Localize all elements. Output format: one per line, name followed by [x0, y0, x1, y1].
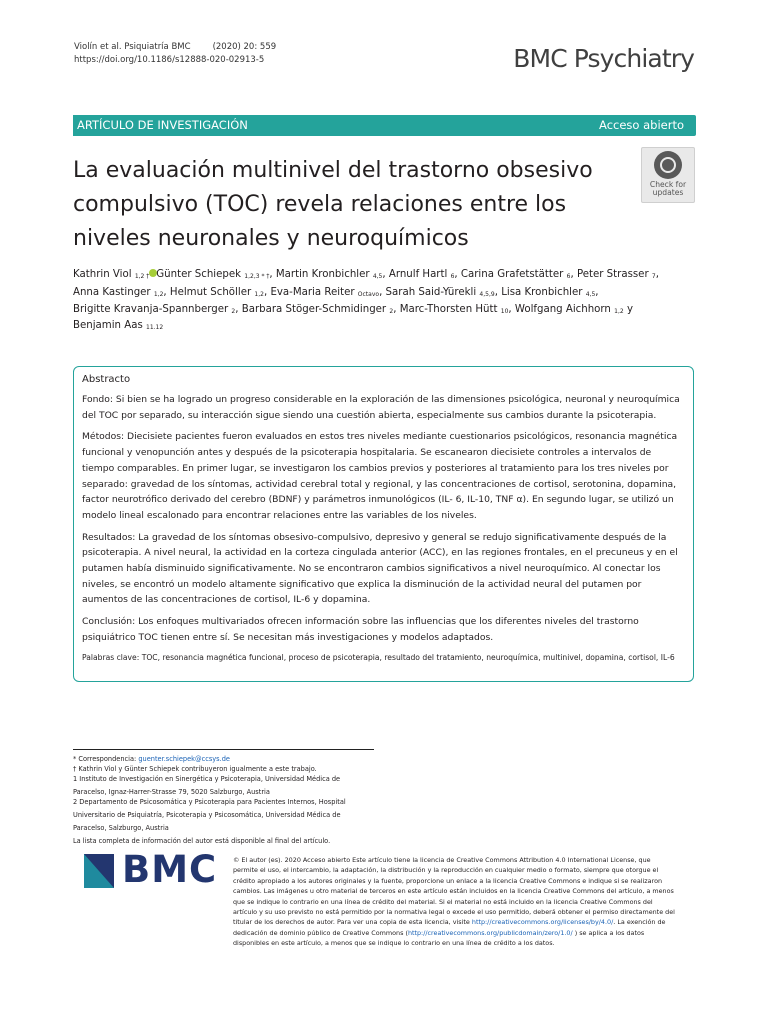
- affiliation-note: Universitario de Psiquiatría, Psicoterapia y Psicosomática, Universidad Médica de: [73, 811, 341, 819]
- author-affiliation: 10: [500, 308, 509, 315]
- affiliation-note: Paracelso, Ignaz-Harrer-Strasse 79, 5020 Salzburgo, Austria: [73, 788, 270, 796]
- article-type-banner: [73, 115, 696, 136]
- article-type-label: ARTÍCULO DE INVESTIGACIÓN: [77, 118, 248, 132]
- author-name[interactable]: Kathrin Viol: [73, 269, 132, 280]
- affiliation-note: Paracelso, Salzburgo, Austria: [73, 824, 169, 832]
- citation-year-volume: (2020) 20: 559: [212, 42, 277, 52]
- author-name[interactable]: Benjamin Aas: [73, 319, 143, 331]
- title-line: compulsivo (TOC) revela relaciones entre los: [73, 192, 567, 217]
- check-for-updates-badge[interactable]: [641, 147, 695, 203]
- author-affiliation: 1,2,3 * †: [244, 273, 270, 280]
- check-updates-icon: [654, 151, 682, 179]
- abstract-heading: Abstracto: [82, 374, 131, 385]
- affiliation-note: 2 Departamento de Psicosomática y Psicoterapia para Pacientes Internos, Hospital: [73, 798, 346, 806]
- footnotes: [73, 754, 383, 846]
- abstract-background: Fondo: Si bien se ha logrado un progreso considerable en la exploración de las dimensiones psicológica, neuronal y neuroquímica del TOC por separado, su interacción sigue siendo una cuestión abierta, especialmente sus cambios durante la psicoterapia.: [82, 394, 680, 421]
- author-name[interactable]: Eva-Maria Reiter: [270, 286, 355, 298]
- badge-line: updates: [652, 188, 684, 197]
- author-affiliation: 6: [450, 273, 455, 280]
- open-access-label: Acceso abierto: [599, 118, 684, 132]
- author-affiliation: 1,2 †: [134, 273, 150, 280]
- correspondence-label: * Correspondencia:: [73, 755, 137, 763]
- journal-name: BMC Psychiatry: [513, 44, 694, 73]
- license-paragraph: © El autor (es). 2020 Acceso abierto Este artículo tiene la licencia de Creative Commons Attribution 4.0 International License, que permite el uso, el intercambio, la adaptación, la distribución y la reproducción en cualquier medio o formato, siempre que otorgue el crédito apropiado a los autores originales y la fuente, proporcione un enlace a la licencia Creative Commons e indique si se realizaron cambios. Las imágenes u otro material de terceros en este artículo están incluidos en la licencia Creative Commons del artículo, a menos que se indique lo contrario en una línea de crédito del material. Si el material no está incluido en la licencia Creative Commons del artículo y su uso previsto no está permitido por la normativa legal o excede el uso permitido, deberá obtener el permiso directamente del titular de los derechos de autor. Para ver una copia de esta licencia, visite: [233, 856, 675, 927]
- author-name[interactable]: Arnulf Hartl: [388, 269, 448, 280]
- equal-contribution-note: † Kathrin Viol y Günter Schiepek contribuyeron igualmente a este trabajo.: [73, 765, 317, 773]
- author-name[interactable]: Günter Schiepek: [156, 269, 242, 280]
- title-line: niveles neuronales y neuroquímicos: [73, 226, 469, 251]
- abstract-methods: Métodos: Diecisiete pacientes fueron evaluados en estos tres niveles mediante cuestionarios psicológicos, resonancia magnética funcional y venopunción antes y después de la psicoterapia hospitalaria. Se escanearon diecisiete controles a intervalos de tiempo comparables. En primer lugar, se investigaron los cambios previos y posteriores al tratamiento para los tres niveles por separado: gravedad de los síntomas, actividad cerebral total y regional, y las concentraciones de cortisol, serotonina, dopamina, factor neurotrófico derivado del cerebro (BDNF) y parámetros inmunológicos (IL- 6, IL-10, TNF α). En segundo lugar, se utilizó un modelo lineal escalonado para encontrar relaciones entre las variables de los niveles.: [82, 431, 678, 521]
- public-domain-link[interactable]: http://creativecommons.org/publicdomain/zero/1.0/: [407, 928, 573, 937]
- author-name[interactable]: Helmut Schöller: [169, 286, 252, 298]
- author-name[interactable]: Marc-Thorsten Hütt: [399, 304, 498, 315]
- author-affiliation: 6: [566, 273, 571, 280]
- citation-text: Violín et al. Psiquiatría BMC: [74, 42, 191, 52]
- author-affiliation: 4,5: [372, 273, 383, 280]
- author-affiliation: 4,5,9: [479, 290, 495, 298]
- correspondence-email[interactable]: guenter.schiepek@ccsys.de: [138, 755, 230, 763]
- author-line: Anna Kastinger $^{1,2}$, Helmut Schöller $^{1,2}$, Eva-Maria Reiter $^{Octavo}$, Sarah Said-Yürekli $^{4,5,9}$, Lisa Kronbichler $^{4,5}$,: [73, 286, 599, 298]
- author-affiliation: 4,5: [585, 290, 596, 298]
- abstract-keywords: Palabras clave: TOC, resonancia magnética funcional, proceso de psicoterapia, resultado del tratamiento, neuroquímica, multinivel, dopamina, cortisol, IL-6: [82, 652, 675, 662]
- citation-block: [74, 41, 276, 67]
- author-name[interactable]: Brigitte Kravanja-Spannberger: [73, 304, 229, 315]
- author-line: Brigitte Kravanja-Spannberger $^2$, Barbara Stöger-Schmidinger $^2$, Marc-Thorsten Hütt $^{10}$, Wolfgang Aichhorn $^{1,2}$ y: [73, 304, 633, 315]
- author-name[interactable]: Wolfgang Aichhorn: [514, 304, 611, 315]
- author-name[interactable]: Sarah Said-Yürekli: [385, 286, 477, 298]
- footnote-divider: [73, 749, 374, 750]
- abstract-box: [73, 366, 694, 682]
- bmc-logo: [84, 848, 219, 891]
- article-title: [73, 154, 613, 256]
- license-link[interactable]: http://creativecommons.org/licenses/by/4.0/: [471, 918, 614, 927]
- author-name[interactable]: Lisa Kronbichler: [501, 286, 583, 298]
- author-affiliation: 2: [231, 308, 236, 315]
- author-name[interactable]: Barbara Stöger-Schmidinger: [241, 304, 387, 315]
- badge-line: Check for: [649, 180, 687, 189]
- license-paragraph: . La exención de dedicación de dominio público de Creative Commons (: [233, 918, 666, 937]
- full-author-info-note: La lista completa de información del autor está disponible al final del artículo.: [73, 837, 331, 845]
- author-line: Kathrin Viol $^{1,2 \dagger}$ Günter Schiepek $^{1,2,3 * \dagger}$, Martin Kronbichler $^{4,5}$, Arnulf Hartl $^6$, Carina Grafetstätter $^6$, Peter Strasser $^7$,: [73, 269, 659, 280]
- abstract-results: Resultados: La gravedad de los síntomas obsesivo-compulsivo, depresivo y general se redujo significativamente después de la psicoterapia. A nivel neural, la actividad en la corteza cingulada anterior (ACC), en las regiones frontales, en el precuneus y en el putamen había disminuido significativamente. No se encontraron cambios significativos a nivel neuroquímico. Al conectar los niveles, se encontró un modelo altamente significativo que explica la disminución de la actividad neural del putamen por aumentos de las concentraciones de cortisol, IL-6 y dopamina.: [82, 531, 678, 606]
- author-conjunction: y: [626, 304, 633, 315]
- author-affiliation: 7: [651, 273, 656, 280]
- author-name[interactable]: Anna Kastinger: [73, 286, 151, 298]
- author-name[interactable]: Peter Strasser: [576, 269, 649, 280]
- bmc-logo-text: BMC: [122, 848, 218, 891]
- author-affiliation: Octavo: [357, 290, 380, 298]
- author-affiliation: 1,2: [153, 290, 164, 298]
- author-affiliation: 1,2: [254, 290, 264, 298]
- author-affiliation: 11.12: [146, 323, 164, 331]
- doi-link[interactable]: https://doi.org/10.1186/s12888-020-02913-5: [74, 55, 265, 65]
- author-name[interactable]: Carina Grafetstätter: [460, 269, 564, 280]
- author-affiliation: 1,2: [614, 308, 624, 315]
- license-paragraph: ) se aplica a los datos disponibles en este artículo, a menos que se indique lo contrario en una línea de crédito a los datos.: [233, 928, 645, 948]
- license-text: [233, 855, 675, 949]
- abstract-conclusion: Conclusión: Los enfoques multivariados ofrecen información sobre las influencias que los diferentes niveles del trastorno psiquiátrico TOC tienen entre sí. Se necesitan más investigaciones y modelos adaptados.: [82, 616, 639, 643]
- author-affiliation: 2: [389, 308, 394, 315]
- title-line: La evaluación multinivel del trastorno obsesivo: [73, 158, 593, 183]
- author-line: [73, 320, 673, 332]
- author-list: [73, 267, 673, 332]
- affiliation-note: 1 Instituto de Investigación en Sinergética y Psicoterapia, Universidad Médica de: [73, 775, 341, 783]
- author-name[interactable]: Martin Kronbichler: [275, 269, 370, 280]
